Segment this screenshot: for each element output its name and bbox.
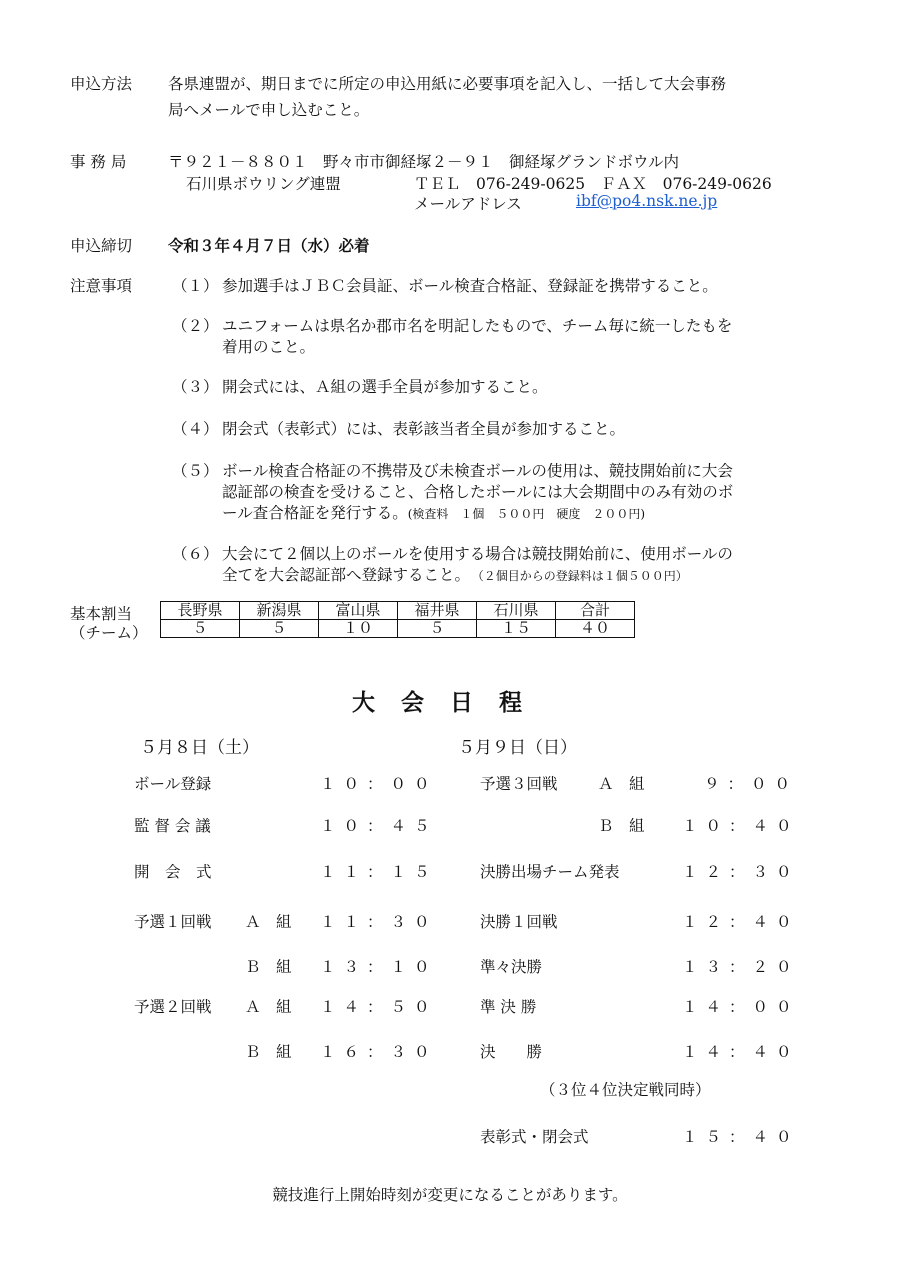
- allocation-unit-label: （チーム）: [70, 624, 148, 642]
- schedule-opening-ceremony: 開 会 式: [134, 863, 212, 881]
- note-6-fee-note: （２個目からの登録料は１個５００円）: [477, 569, 688, 583]
- schedule-group-b: Ｂ 組: [245, 1043, 292, 1061]
- schedule-time: １３：１０: [320, 958, 438, 976]
- office-email-link[interactable]: ibf@po4.nsk.ne.jp: [576, 192, 718, 210]
- schedule-day1-header: ５月８日（土）: [140, 738, 259, 758]
- note-5-text-line3-main: ール査合格証を発行する。: [222, 504, 408, 522]
- note-6-text-line1: 大会にて２個以上のボールを使用する場合は競技開始前に、使用ボールの: [222, 545, 733, 563]
- office-address: 〒９２１－８８０１ 野々市市御経塚２－９１ 御経塚グランドボウル内: [168, 153, 680, 171]
- note-1-number: （１）: [172, 277, 219, 295]
- schedule-day2-header: ５月９日（日）: [458, 738, 577, 758]
- note-3-number: （３）: [172, 378, 219, 396]
- schedule-time: １２：４０: [682, 913, 800, 931]
- note-4-text: 閉会式（表彰式）には、表彰該当者全員が参加すること。: [222, 420, 626, 438]
- note-1-text: 参加選手はＪＢＣ会員証、ボール検査合格証、登録証を携帯すること。: [222, 277, 718, 295]
- schedule-time: １０：００: [320, 775, 438, 793]
- schedule-final-round1: 決勝１回戦: [480, 913, 558, 931]
- schedule-time: １３：２０: [682, 958, 800, 976]
- allocation-value-cell: ５: [161, 620, 240, 638]
- note-5-fee-note: (検査料 １個 ５００円 硬度 ２００円): [407, 507, 646, 521]
- schedule-time: １１：１５: [320, 863, 438, 881]
- note-5-text-line3: [222, 501, 645, 523]
- schedule-time: １５：４０: [682, 1128, 800, 1146]
- schedule-quarterfinal: 準々決勝: [480, 958, 543, 976]
- schedule-time: １０：４５: [320, 817, 438, 835]
- schedule-time: １４：４０: [682, 1043, 800, 1061]
- schedule-prelim-round3: 予選３回戦: [480, 775, 558, 793]
- allocation-header-cell: 合計: [556, 602, 635, 620]
- schedule-managers-meeting: 監 督 会 議: [134, 817, 211, 835]
- schedule-ball-registration: ボール登録: [134, 775, 212, 793]
- note-2-text-line2: 着用のこと。: [222, 338, 316, 356]
- allocation-header-cell: 長野県: [161, 602, 240, 620]
- office-label: 事 務 局: [70, 153, 127, 171]
- schedule-prelim-round1: 予選１回戦: [134, 913, 212, 931]
- allocation-header-cell: 富山県: [319, 602, 398, 620]
- schedule-time: １２：３０: [682, 863, 800, 881]
- note-6-text-line2: [222, 563, 688, 585]
- application-text-line2: 局へメールで申し込むこと。: [168, 101, 370, 119]
- note-6-text-line2-main: 全てを大会認証部へ登録すること。: [222, 566, 463, 584]
- note-2-number: （２）: [172, 317, 219, 335]
- schedule-change-note: 競技進行上開始時刻が変更になることがあります。: [272, 1186, 628, 1204]
- schedule-time: １４：００: [682, 998, 800, 1016]
- application-label: 申込方法: [70, 75, 133, 93]
- schedule-group-a: Ａ 組: [245, 998, 292, 1016]
- allocation-value-cell: ４０: [556, 620, 635, 638]
- allocation-value-cell: ５: [240, 620, 319, 638]
- schedule-time: １６：３０: [320, 1043, 438, 1061]
- schedule-group-b: Ｂ 組: [245, 958, 292, 976]
- allocation-header-cell: 福井県: [398, 602, 477, 620]
- schedule-third-place-note: （３位４位決定戦同時）: [540, 1081, 711, 1099]
- allocation-header-cell: 石川県: [477, 602, 556, 620]
- schedule-group-a: Ａ 組: [598, 775, 645, 793]
- schedule-group-b: Ｂ 組: [598, 817, 645, 835]
- office-email-label: メールアドレス: [414, 195, 522, 213]
- deadline-label: 申込締切: [70, 237, 133, 255]
- note-4-number: （４）: [172, 420, 219, 438]
- schedule-final: 決 勝: [480, 1043, 543, 1061]
- schedule-time: １０：４０: [682, 817, 800, 835]
- schedule-awards-closing: 表彰式・閉会式: [480, 1128, 589, 1146]
- notes-label: 注意事項: [70, 277, 133, 295]
- schedule-time: ９：００: [704, 775, 799, 793]
- allocation-value-cell: １０: [319, 620, 398, 638]
- note-5-number: （５）: [172, 462, 219, 480]
- deadline-value: 令和３年４月７日（水）必着: [168, 236, 370, 255]
- note-3-text: 開会式には、Ａ組の選手全員が参加すること。: [222, 378, 548, 396]
- allocation-header-row: [161, 602, 635, 620]
- note-5-text-line1: ボール検査合格証の不携帯及び未検査ボールの使用は、競技開始前に大会: [222, 462, 733, 480]
- schedule-semifinal: 準 決 勝: [480, 998, 537, 1016]
- allocation-value-row: [161, 620, 635, 638]
- allocation-header-cell: 新潟県: [240, 602, 319, 620]
- note-6-number: （６）: [172, 545, 219, 563]
- schedule-time: １１：３０: [320, 913, 438, 931]
- application-text-line1: 各県連盟が、期日までに所定の申込用紙に必要事項を記入し、一括して大会事務: [168, 75, 727, 93]
- office-org: 石川県ボウリング連盟: [186, 175, 341, 193]
- office-tel-fax: ＴＥＬ 076-249-0625 ＦＡＸ 076-249-0626: [414, 175, 772, 193]
- schedule-group-a: Ａ 組: [245, 913, 292, 931]
- schedule-title: 大会日程: [352, 689, 548, 716]
- note-2-text-line1: ユニフォームは県名か郡市名を明記したもので、チーム毎に統一したもを: [222, 317, 733, 335]
- allocation-value-cell: １５: [477, 620, 556, 638]
- schedule-time: １４：５０: [320, 998, 438, 1016]
- allocation-value-cell: ５: [398, 620, 477, 638]
- schedule-prelim-round2: 予選２回戦: [134, 998, 212, 1016]
- schedule-finalists-announcement: 決勝出場チーム発表: [480, 863, 620, 881]
- allocation-table: [160, 601, 635, 638]
- note-5-text-line2: 認証部の検査を受けること、合格したボールには大会期間中のみ有効のボ: [222, 483, 734, 501]
- allocation-label: 基本割当: [70, 605, 133, 623]
